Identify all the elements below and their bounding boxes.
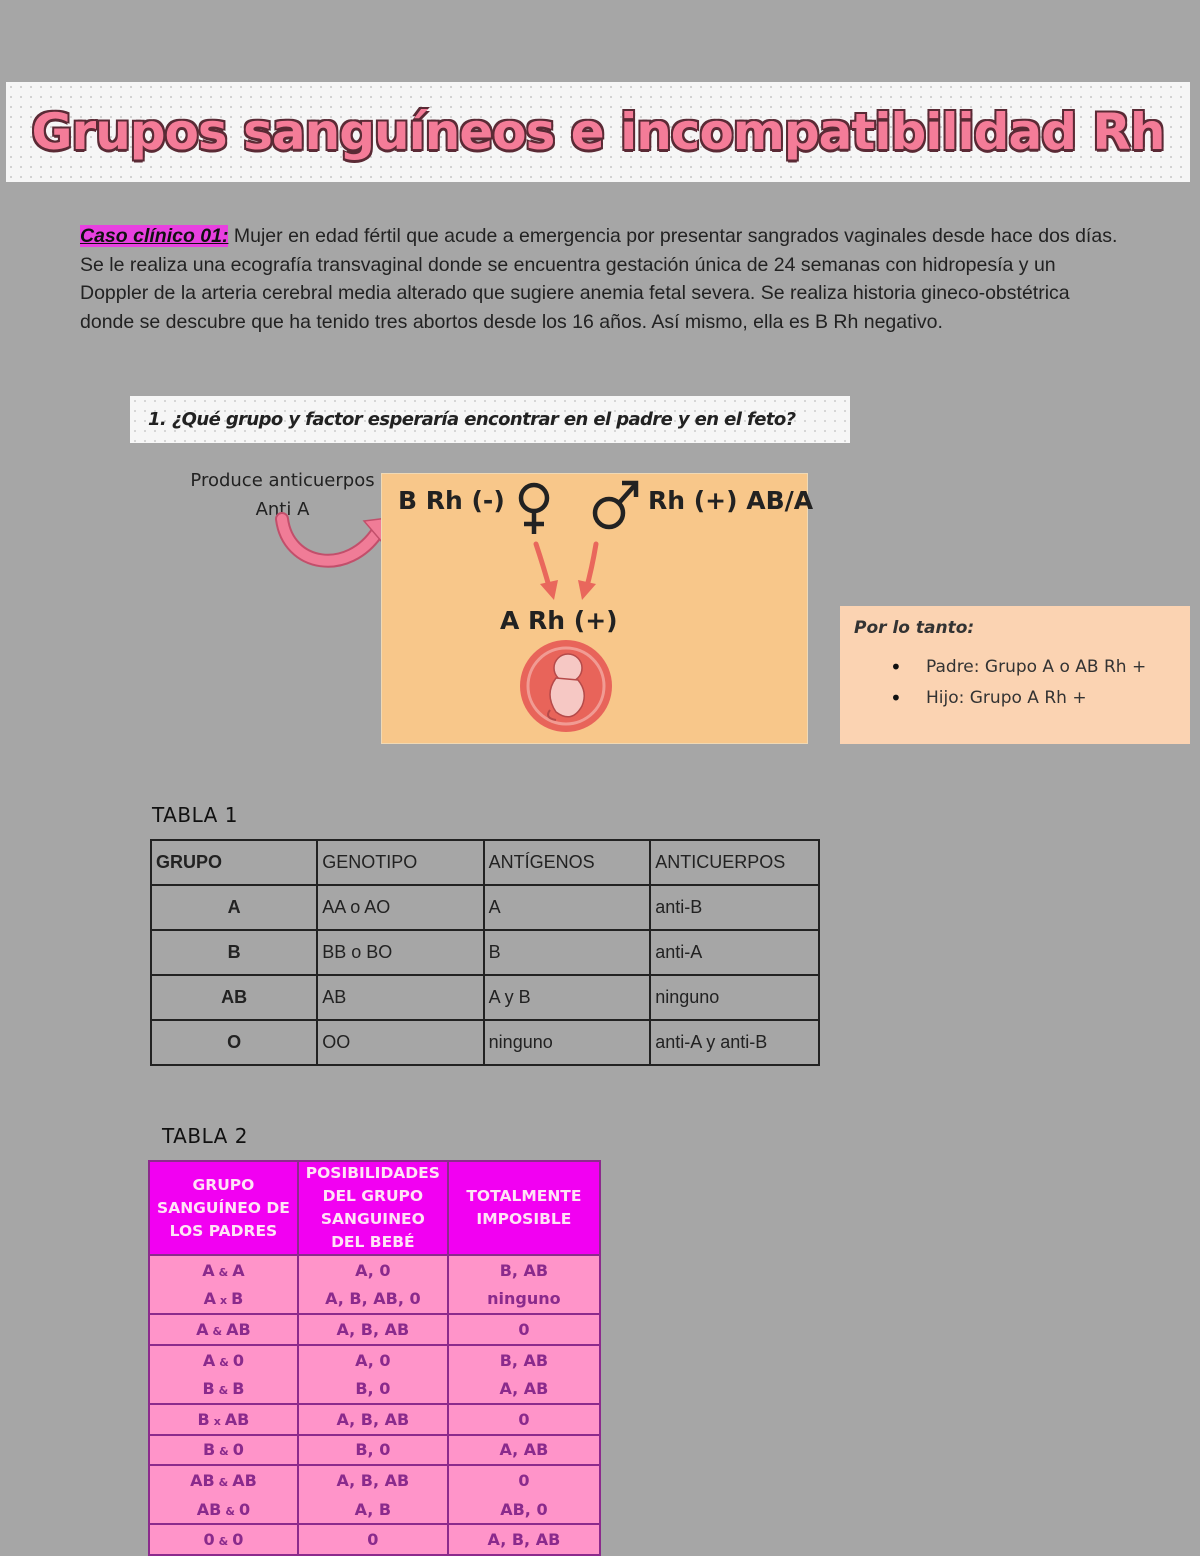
parents-cell: [149, 1345, 298, 1375]
table-cell: ninguno: [650, 975, 819, 1020]
list-item: • Padre: Grupo A o AB Rh +: [926, 652, 1176, 683]
table-header-row: [149, 1161, 600, 1255]
parent-group-a: 0: [203, 1530, 215, 1550]
cross-symbol: &: [219, 1355, 229, 1369]
parent-group-b: B: [232, 1379, 245, 1399]
possible-cell: A, B, AB: [298, 1465, 448, 1495]
child-label: A Rh (+): [500, 606, 618, 635]
column-header: ANTÍGENOS: [484, 840, 651, 885]
female-symbol-icon: [512, 480, 556, 536]
column-header: GENOTIPO: [317, 840, 483, 885]
table-cell: A y B: [484, 975, 651, 1020]
parents-cell: [149, 1374, 298, 1404]
parents-cell: [149, 1285, 298, 1315]
table1-caption: TABLA 1: [152, 803, 238, 827]
table-row: [149, 1374, 600, 1404]
father-label: Rh (+) AB/A: [648, 486, 814, 515]
list-item: • Hijo: Grupo A Rh +: [926, 683, 1176, 714]
table-cell: B: [484, 930, 651, 975]
possible-cell: B, 0: [298, 1435, 448, 1466]
table-cell: AA o AO: [317, 885, 483, 930]
column-header: GRUPO: [151, 840, 317, 885]
table-cell: O: [151, 1020, 317, 1065]
impossible-cell: 0: [448, 1465, 600, 1495]
table-cell: A: [484, 885, 651, 930]
parent-group-b: A: [232, 1260, 245, 1280]
impossible-cell: 0: [448, 1314, 600, 1345]
parent-group-a: B: [202, 1379, 215, 1399]
parent-group-a: AB: [190, 1470, 215, 1490]
parents-cell: [149, 1524, 298, 1555]
conclusion-title: Por lo tanto:: [854, 618, 975, 638]
down-arrows-icon: [522, 540, 612, 604]
column-header: ANTICUERPOS: [650, 840, 819, 885]
question-text: 1. ¿Qué grupo y factor esperaría encontrar en el padre y en el feto?: [148, 409, 796, 430]
parents-cell: [149, 1495, 298, 1525]
cross-symbol: &: [218, 1475, 229, 1489]
table-cell: OO: [317, 1020, 483, 1065]
inheritance-diagram: [381, 473, 814, 744]
cross-symbol: &: [225, 1504, 235, 1518]
parent-group-a: AB: [196, 1499, 222, 1519]
possible-cell: A, B: [298, 1495, 448, 1525]
possible-cell: A, B, AB: [298, 1404, 448, 1435]
column-header: POSIBILIDADES DEL GRUPO SANGUINEO DEL BEBÉ: [298, 1161, 448, 1255]
fetus-icon: [516, 640, 616, 732]
parents-cell: [149, 1255, 298, 1285]
cross-symbol: &: [219, 1445, 229, 1459]
parent-group-a: A: [202, 1260, 215, 1280]
cross-symbol: &: [218, 1535, 229, 1549]
parent-group-b: 0: [232, 1530, 244, 1550]
parents-cell: [149, 1465, 298, 1495]
conclusion-box: [840, 606, 1190, 744]
table-cell: A: [151, 885, 317, 930]
column-header: TOTALMENTE IMPOSIBLE: [448, 1161, 600, 1255]
table-row: [151, 1020, 819, 1065]
parent-group-a: A: [203, 1289, 216, 1309]
cross-symbol: x: [213, 1414, 221, 1428]
page-title: Grupos sanguíneos e incompatibilidad Rh: [31, 103, 1165, 161]
table-cell: anti-A: [650, 930, 819, 975]
parents-cell: [149, 1314, 298, 1345]
possible-cell: B, 0: [298, 1374, 448, 1404]
table-row: [149, 1255, 600, 1285]
table-cell: anti-A y anti-B: [650, 1020, 819, 1065]
table-cell: B: [151, 930, 317, 975]
cross-symbol: &: [218, 1265, 229, 1279]
table-row: [149, 1524, 600, 1555]
parent-group-b: AB: [226, 1319, 251, 1339]
possible-cell: A, 0: [298, 1345, 448, 1375]
possible-cell: A, B, AB: [298, 1314, 448, 1345]
case-text: Mujer en edad fértil que acude a emergencia por presentar sangrados vaginales desde hace dos días. Se le realiza una ecografía transvaginal donde se encuentra gestación única de 24 semanas con hidropesía y un Doppler de la arteria cerebral media alterado que sugiere anemia fetal severa. Se realiza historia gineco-obstétrica donde se descubre que ha tenido tres abortos desde los 16 años. Así mismo, ella es B Rh negativo.: [80, 225, 1118, 333]
table-row: [149, 1345, 600, 1375]
parents-cell: [149, 1435, 298, 1466]
parent-group-b: 0: [232, 1440, 244, 1460]
parent-group-a: B: [197, 1409, 210, 1429]
parent-group-b: AB: [232, 1470, 257, 1490]
parent-group-b: B: [231, 1289, 244, 1309]
impossible-cell: B, AB: [448, 1345, 600, 1375]
impossible-cell: A, AB: [448, 1435, 600, 1466]
table-row: [149, 1465, 600, 1495]
clinical-case: [80, 222, 1120, 336]
impossible-cell: B, AB: [448, 1255, 600, 1285]
conclusion-list: [854, 652, 1176, 714]
table2-caption: TABLA 2: [162, 1124, 248, 1148]
parents-cell: [149, 1404, 298, 1435]
table-cell: anti-B: [650, 885, 819, 930]
case-label: Caso clínico 01:: [80, 225, 229, 247]
parent-child-table: [148, 1160, 601, 1556]
impossible-cell: 0: [448, 1404, 600, 1435]
antibody-label-line2: Anti A: [255, 499, 310, 520]
impossible-cell: AB, 0: [448, 1495, 600, 1525]
possible-cell: 0: [298, 1524, 448, 1555]
question-banner: [130, 396, 850, 443]
impossible-cell: A, AB: [448, 1374, 600, 1404]
table-row: [149, 1404, 600, 1435]
cross-symbol: x: [219, 1294, 228, 1308]
parent-group-b: 0: [232, 1350, 244, 1370]
mother-label: B Rh (-): [398, 486, 505, 515]
cross-symbol: &: [212, 1324, 223, 1338]
table-body: [149, 1255, 600, 1555]
table-cell: AB: [151, 975, 317, 1020]
parent-group-b: 0: [238, 1499, 251, 1519]
impossible-cell: A, B, AB: [448, 1524, 600, 1555]
possible-cell: A, 0: [298, 1255, 448, 1285]
table-row: [151, 885, 819, 930]
table-row: [149, 1285, 600, 1315]
possible-cell: A, B, AB, 0: [298, 1285, 448, 1315]
table-row: [151, 930, 819, 975]
table-row: [151, 975, 819, 1020]
parent-group-a: A: [202, 1350, 216, 1370]
blood-group-table: [150, 839, 820, 1066]
title-banner: [6, 82, 1190, 182]
male-symbol-icon: [588, 476, 642, 534]
parent-group-a: B: [202, 1440, 216, 1460]
table-row: [149, 1314, 600, 1345]
table-cell: AB: [317, 975, 483, 1020]
antibody-label-line1: Produce anticuerpos: [190, 470, 375, 491]
parent-group-a: A: [196, 1319, 209, 1339]
table-cell: BB o BO: [317, 930, 483, 975]
cross-symbol: &: [218, 1384, 229, 1398]
table-row: [149, 1435, 600, 1466]
table-header-row: [151, 840, 819, 885]
parent-group-b: AB: [224, 1409, 250, 1429]
table-cell: ninguno: [484, 1020, 651, 1065]
column-header: GRUPO SANGUÍNEO DE LOS PADRES: [149, 1161, 298, 1255]
table-row: [149, 1495, 600, 1525]
impossible-cell: ninguno: [448, 1285, 600, 1315]
